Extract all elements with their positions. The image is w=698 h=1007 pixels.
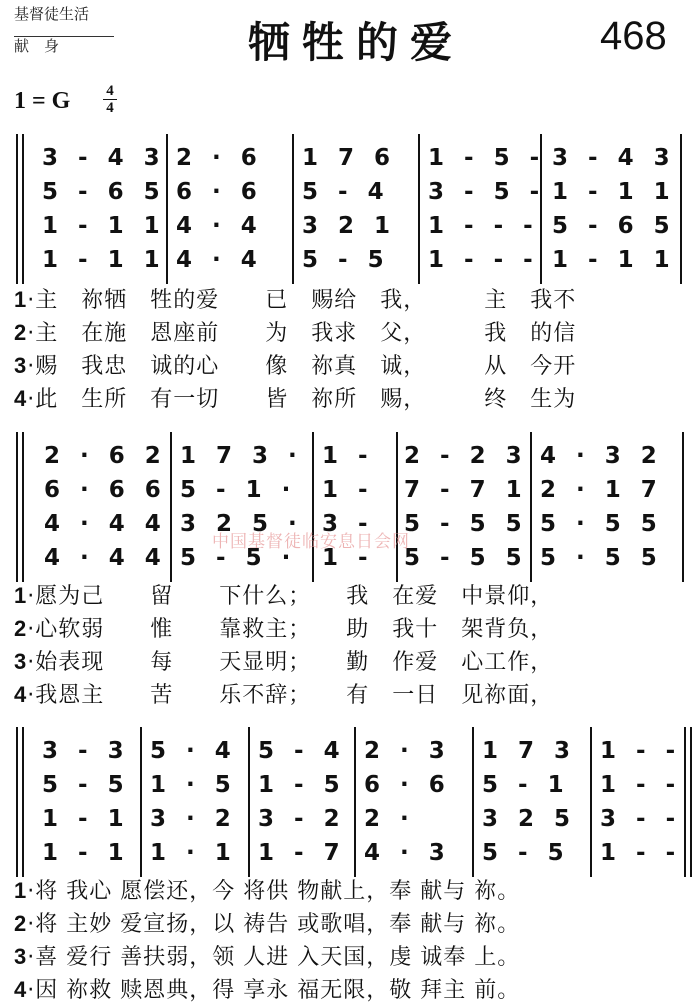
key-signature: 1 = G [14, 88, 71, 114]
lyric-line [14, 350, 576, 383]
verse-number: 1 [14, 878, 28, 903]
measure-notes: 3 · 2 [150, 806, 237, 832]
measure-notes: 1 · 1 [150, 840, 237, 866]
verse-number: 2 [14, 320, 28, 345]
watermark: 中国基督徒临安息日会网 [212, 532, 410, 552]
measure-notes: 6 · 6 6 [44, 477, 167, 503]
voice-row [0, 767, 698, 803]
measure-notes: 1 - [322, 477, 374, 503]
measure-notes: 3 - - [600, 806, 682, 832]
measure-notes: 6 · 6 [364, 772, 451, 798]
measure-notes: 1 - - [600, 840, 682, 866]
measure-notes: 2 · [364, 806, 415, 832]
measure-notes: 1 - 5 [258, 772, 346, 798]
measure-notes: 1 - 1 1 [42, 247, 166, 273]
measure-notes: 3 2 5 [482, 806, 577, 832]
measure-notes: 1 - 1 1 [42, 213, 166, 239]
voice-row [0, 208, 698, 244]
lyric-line [14, 941, 520, 974]
lyric-text: ·主 祢牺 牲的爱 已 赐给 我， 主 我不 [27, 288, 577, 313]
measure-notes: 1 - - [600, 738, 682, 764]
measure-notes: 5 - 1 [482, 772, 570, 798]
lyric-line [14, 317, 576, 350]
verse-number: 1 [14, 583, 28, 608]
measure-notes: 2 · 6 2 [44, 443, 167, 469]
verse-number: 1 [14, 287, 28, 312]
measure-notes: 3 - 4 3 [552, 145, 676, 171]
verse-number: 2 [14, 911, 28, 936]
lyric-line [14, 646, 553, 679]
measure-notes: 2 - 2 3 [404, 443, 528, 469]
time-signature [103, 83, 117, 116]
lyric-line [14, 613, 553, 646]
measure-notes: 5 - 5 [42, 772, 130, 798]
measure-notes: 3 - 3 [42, 738, 130, 764]
measure-notes: 3 2 1 [302, 213, 397, 239]
measure-notes: 5 - 1 · [180, 477, 297, 503]
time-signature-top: 4 [106, 83, 114, 99]
measure-notes: 7 - 7 1 [404, 477, 528, 503]
lyric-text: ·始表现 每 天显明； 勤 作爱 心工作， [27, 650, 554, 675]
measure-notes: 5 - 6 5 [42, 179, 166, 205]
measure-notes: 1 - 1 [42, 806, 130, 832]
measure-notes: 3 - 2 [258, 806, 346, 832]
category-label: 基督徒生活 [14, 5, 90, 23]
measure-notes: 5 - 5 5 [404, 511, 528, 537]
verse-number: 2 [14, 616, 28, 641]
lyric-text: ·我恩主 苦 乐不辞； 有 一日 见祢面， [27, 683, 554, 708]
voice-row [0, 733, 698, 769]
measure-notes: 5 - 5 [482, 840, 570, 866]
measure-notes: 5 - 4 [258, 738, 346, 764]
measure-notes: 5 - 4 [302, 179, 390, 205]
measure-notes: 1 7 3 · [180, 443, 303, 469]
hymn-number: 468 [600, 14, 667, 58]
measure-notes: 2 · 6 [176, 145, 263, 171]
lyric-text: ·主 在施 恩座前 为 我求 父， 我 的信 [27, 321, 577, 346]
measure-notes: 1 - [322, 545, 374, 571]
voice-row [0, 801, 698, 837]
measure-notes: 3 - [322, 511, 374, 537]
measure-notes: 4 · 4 4 [44, 511, 167, 537]
lyric-text: ·因 祢救 赎恩典，得 享永 福无限，敬 拜主 前。 [27, 978, 521, 1003]
lyric-text: ·心软弱 惟 靠救主； 助 我十 架背负， [27, 617, 554, 642]
lyric-text: ·赐 我忠 诚的心 像 祢真 诚， 从 今开 [27, 354, 577, 379]
verse-number: 4 [14, 682, 28, 707]
measure-notes: 1 - 1 [42, 840, 130, 866]
voice-row [0, 242, 698, 278]
lyric-line [14, 383, 576, 416]
lyric-line [14, 875, 520, 908]
measure-notes: 2 · 1 7 [540, 477, 663, 503]
measure-notes: 3 2 5 · [180, 511, 303, 537]
voice-row [0, 174, 698, 210]
voice-row [0, 472, 698, 508]
measure-notes: 4 · 3 2 [540, 443, 663, 469]
measure-notes: 1 - 5 - [428, 145, 546, 171]
measure-notes: 5 · 5 5 [540, 511, 663, 537]
lyric-line [14, 908, 520, 941]
measure-notes: 1 7 6 [302, 145, 397, 171]
verse-number: 3 [14, 944, 28, 969]
hymn-title: 牺牲的爱 [248, 18, 465, 67]
measure-notes: 5 · 5 5 [540, 545, 663, 571]
measure-notes: 1 7 3 [482, 738, 577, 764]
measure-notes: 3 - 4 3 [42, 145, 166, 171]
measure-notes: 1 · 5 [150, 772, 237, 798]
voice-row [0, 140, 698, 176]
measure-notes: 5 - 6 5 [552, 213, 676, 239]
measure-notes: 4 · 4 [176, 247, 263, 273]
lyric-text: ·将 我心 愿偿还，今 将供 物献上，奉 献与 祢。 [27, 879, 521, 904]
lyric-line [14, 679, 553, 712]
voice-row [0, 835, 698, 871]
lyric-line [14, 974, 520, 1007]
measure-notes: 5 - 5 5 [404, 545, 528, 571]
measure-notes: 1 - 7 [258, 840, 346, 866]
measure-notes: 3 - 5 - [428, 179, 546, 205]
measure-notes: 1 - 1 1 [552, 179, 676, 205]
lyric-text: ·此 生所 有一切 皆 祢所 赐， 终 生为 [27, 387, 577, 412]
measure-notes: 1 - - - [428, 213, 539, 239]
lyric-line [14, 580, 553, 613]
measure-notes: 1 - - - [428, 247, 539, 273]
measure-notes: 1 - 1 1 [552, 247, 676, 273]
measure-notes: 2 · 3 [364, 738, 451, 764]
lyric-text: ·愿为己 留 下什么； 我 在爱 中景仰， [27, 584, 554, 609]
lyric-text: ·将 主妙 爱宣扬，以 祷告 或歌唱，奉 献与 祢。 [27, 912, 521, 937]
measure-notes: 5 · 4 [150, 738, 237, 764]
verse-number: 4 [14, 386, 28, 411]
measure-notes: 5 - 5 [302, 247, 390, 273]
lyric-line [14, 284, 576, 317]
voice-row [0, 438, 698, 474]
measure-notes: 6 · 6 [176, 179, 263, 205]
lyric-text: ·喜 爱行 善扶弱，领 人进 入天国，虔 诚奉 上。 [27, 945, 521, 970]
verse-number: 3 [14, 353, 28, 378]
measure-notes: 4 · 4 [176, 213, 263, 239]
measure-notes: 5 - 5 · [180, 545, 297, 571]
verse-number: 3 [14, 649, 28, 674]
measure-notes: 4 · 3 [364, 840, 451, 866]
subcategory-label: 献 身 [14, 37, 60, 55]
time-signature-bottom: 4 [106, 100, 114, 116]
verse-number: 4 [14, 977, 28, 1002]
measure-notes: 1 - [322, 443, 374, 469]
measure-notes: 4 · 4 4 [44, 545, 167, 571]
measure-notes: 1 - - [600, 772, 682, 798]
